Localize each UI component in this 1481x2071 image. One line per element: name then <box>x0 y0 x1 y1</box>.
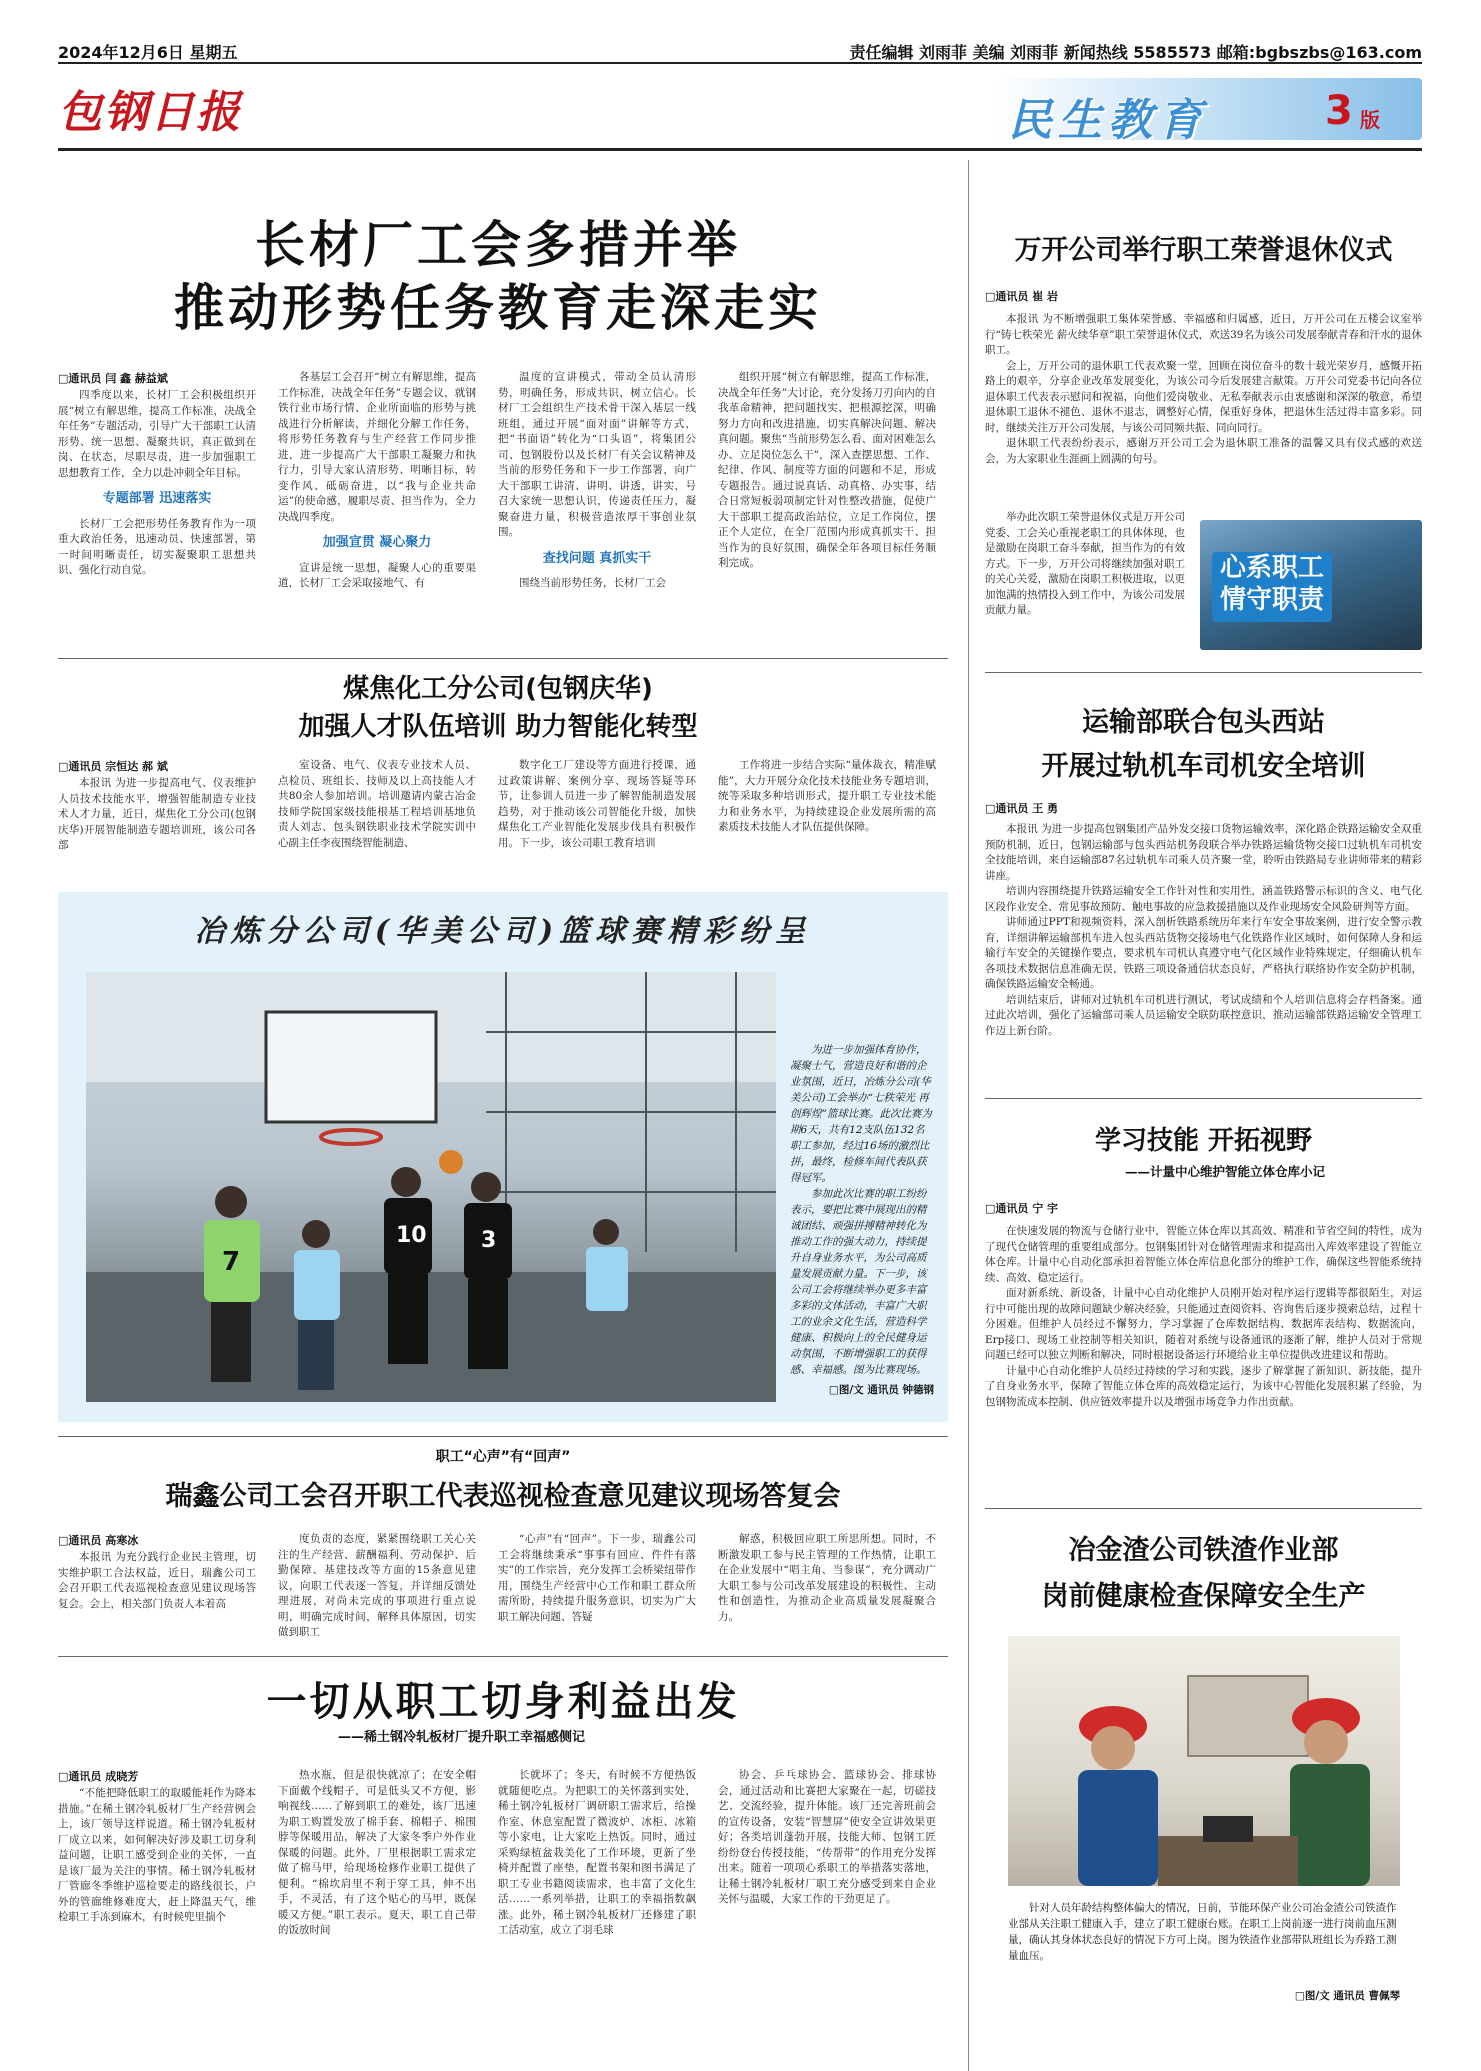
badge-line2: 情守职责 <box>1219 585 1324 615</box>
article7-p3: 计量中心自动化维护人员经过持续的学习和实践，逐步了解掌握了新知识、新技能，提升了自身业务水平，保障了智能立体仓库的高效稳定运行，为该中心智能化发展积累了经验，为包钢物流成本控制、供应链效率提升以及增强市场竞争力作出贡献。 <box>985 1364 1422 1408</box>
page-suffix: 版 <box>1360 108 1380 132</box>
health-check-caption <box>1008 1900 1400 1964</box>
health-check-credit: □图/文 通讯员 曹佩琴 <box>1294 1990 1400 2002</box>
article1-headline-line2: 推动形势任务教育走深走实 <box>174 279 822 337</box>
article5-col1-text: “不能把降低职工的取暖能耗作为降本措施。”在稀土钢冷轧板材厂生产经营例会上，该厂领导这样说道。稀土钢冷轧板材厂成立以来，如何解决好涉及职工切身利益问题，让职工感受到企业的关怀，一直是该厂最为关注的事情。稀土钢冷轧板材厂管廊冬季维护巡检要走的路线很长，户外的管廊维修难度大，赶上降温天气，维检职工手冻到麻木，有时候兜里揣个 <box>58 1787 256 1923</box>
article3-col1 <box>58 776 256 854</box>
article1-col1-p1: 四季度以来，长材厂工会积极组织开展“树立有解思维，提高工作标准，决战全年任务”专题活动，引导广大干部职工认清形势、统一思想、凝聚共识，真正做到在岗、在状态，尽职尽责，进一步加强职工思想教育工作，全力以赴冲刺全年目标。 <box>58 389 256 479</box>
article6-rule <box>985 1098 1422 1099</box>
article1-col4-p1: 组织开展“树立有解思维，提高工作标准，决战全年任务”大讨论，充分发扬刀刃向内的自我革命精神，把问题找实、把根源挖深，明确努力方向和改进措施，切实真解决问题、解决真问题。聚焦“当前形势怎么看、面对困难怎么办、立足岗位怎么干”，深入查摆思想、工作、纪律、作风、制度等方面的问题和不足，形成专题报告。通过说真话、动真格、办实事，结合日常短板弱项制定针对性整改措施，促使广大干部职工提高政治站位，立足工作岗位，摆正个人定位，在全厂范围内形成真抓实干、担当作为的良好氛围，确保全年各项目标任务顺利完成。 <box>718 371 936 569</box>
article1-col3-p1: 温度的宣讲模式，带动全员认清形势，明确任务，形成共识，树立信心。长材厂工会组织生产技术骨干深入基层一线班组，通过开展“面对面”讲解等方式，把“书面语”转化为“口头语”，将集团公司、包钢股份以及长材厂有关会议精神及当前的形势任务和下一步工作部署，向广大干部职工讲清、讲明、讲透，讲实，号召大家统一思想认识，传递责任压力，凝聚奋进力量，积极营造浓厚干事创业氛围。 <box>498 371 696 538</box>
backboard <box>266 1012 436 1122</box>
svg-text:7: 7 <box>222 1247 241 1277</box>
svg-text:3: 3 <box>481 1228 497 1253</box>
article3-col4 <box>718 758 936 836</box>
article3-top-rule <box>58 658 948 659</box>
health-check-caption-text: 针对人员年龄结构整体偏大的情况，日前，节能环保产业公司冶金渣公司铁渣作业部从关注职工健康入手，建立了职工健康台账。在职工上岗前逐一进行岗前血压测量，确认其身体状态良好的情况下方可上岗。图为铁渣作业部带队班组长为乔路工测量血压。 <box>1008 1902 1397 1962</box>
article1-subhead2: 加强宣贯 凝心聚力 <box>322 535 432 550</box>
issue-date: 2024年12月6日 星期五 <box>58 43 238 62</box>
article3-col3 <box>498 758 696 851</box>
article6-p1: 本报讯 为进一步提高包钢集团产品外发交接口货物运输效率，深化路企铁路运输安全双重预防机制，近日，包钢运输部与包头西站机务段联合举办铁路运输货物交接口过轨机车司机安全技能培训，来自运输部87名过轨机车司乘人员齐聚一堂，聆听由铁路局专业讲师带来的精彩讲座。 <box>985 823 1422 882</box>
basketball-photo <box>86 972 776 1402</box>
article1-col4 <box>718 370 936 572</box>
article4-col3-text: “心声”有“回声”。下一步，瑞鑫公司工会将继续秉承“事事有回应、件件有落实”的工作宗旨，充分发挥工会桥梁纽带作用，围绕生产经营中心工作和职工群众所需所盼，持续提升服务意识，切实为广大职工解决问题、答疑 <box>498 1533 696 1623</box>
article5-col2 <box>278 1768 476 1939</box>
article8-headline-line1: 冶金渣公司铁渣作业部 <box>1068 1535 1339 1566</box>
basketball <box>439 1150 463 1174</box>
article4-col3 <box>498 1532 696 1625</box>
basketball-feature-box <box>58 892 948 1422</box>
article3-col3-text: 数字化工厂建设等方面进行授课，通过政策讲解、案例分享、现场答疑等环节，让参训人员进一步了解智能制造发展趋势，对于推动该公司智能化升级，加快煤焦化工产业智能化发展步伐具有积极作用。下一步，该公司职工教育培训 <box>498 759 696 849</box>
section-title: 民生教育 <box>1008 95 1208 146</box>
article2-body-top <box>985 312 1422 467</box>
health-check-illustration <box>1008 1636 1400 1886</box>
article1-col2-p2: 宣讲是统一思想，凝聚人心的重要渠道，长材厂工会采取接地气、有 <box>278 561 476 589</box>
article5-col2-text: 热水瓶，但是很快就凉了；在安全帽下面戴个线帽子，可是低头又不方便，影响视线……了解到职工的难处，该厂迅速为职工购置发放了棉手套、棉帽子、棉围脖等保暖用品，解决了大家冬季户外作业保暖的问题。此外，厂里根据职工需求定做了棉马甲，给现场检修作业职工提供了便利。“棉坎肩里不利于穿工具，伸不出手，不灵活，有了这个贴心的马甲，既保暖又方便。”职工表示。夏天，职工自己带的饭放时间 <box>278 1769 476 1936</box>
article1-col1-p2: 长材厂工会把形势任务教育作为一项重大政治任务，迅速动员、快速部署，第一时间明晰责任，切实凝聚职工思想共识、强化行动自觉。 <box>58 517 256 576</box>
article7-p1: 在快速发展的物流与仓储行业中，智能立体仓库以其高效、精准和节省空间的特性，成为了现代仓储管理的重要组成部分。包钢集团针对仓储管理需求和提高出入库效率建设了智能立体仓库。计量中心自动化部承担着智能立体仓库信息化部分的维护工作，确保这些智能系统持续、高效、稳定运行。 <box>985 1225 1422 1284</box>
article6-headline-line2: 开展过轨机车司机安全培训 <box>1041 751 1366 782</box>
article2-headline: 万开公司举行职工荣誉退休仪式 <box>1014 235 1393 266</box>
article5-subhead: ——稀土钢冷轧板材厂提升职工幸福感侧记 <box>338 1730 586 1745</box>
article7-p2: 面对新系统、新设备，计量中心自动化维护人员刚开始对程序运行逻辑等都很陌生，对运行中可能出现的故障问题缺少解决经验，只能通过查阅资料、咨询售后逐步摸索总结，过程十分困难。但维护人员经过不懈努力，学习掌握了仓库数据结构、数据库表结构、数据流向，Erp接口、现场工业控制等相关知识，随着对系统与设备通讯的逐渐了解，维护人员对于常规问题已经可以独立判断和解决，同时根据设备运行环境给业主单位提供改进建议和帮助。 <box>985 1287 1422 1361</box>
page-number: 3 <box>1325 88 1353 134</box>
article4-col1 <box>58 1550 256 1612</box>
article4-col2 <box>278 1532 476 1641</box>
article1-col1 <box>58 388 256 579</box>
masthead-rule <box>58 148 1422 151</box>
retirement-badge <box>1212 552 1332 622</box>
article2-rule <box>985 672 1422 673</box>
masthead-logo: 包钢日报 <box>58 87 242 138</box>
badge-line1: 心系职工 <box>1219 553 1324 583</box>
article3-headline-line1: 煤焦化工分公司(包钢庆华) <box>343 674 653 704</box>
article2-p4: 举办此次职工荣誉退休仪式是万开公司党委、工会关心重视老职工的具体体现，也是激励在岗职工奋斗奉献，担当作为的有效方式。下一步，万开公司将继续加强对职工的关心关爱，激励在岗职工积极进取，以更加饱满的热情投入到工作中，为该公司发展贡献力量。 <box>985 511 1185 616</box>
article5-top-rule <box>58 1656 948 1657</box>
article2-p3: 退休职工代表纷纷表示，感谢万开公司工会为退休职工准备的温馨又具有仪式感的欢送会，为大家职业生涯画上圆满的句号。 <box>985 437 1422 465</box>
article3-col4-text: 工作将进一步结合实际“量体裁衣，精准赋能”，大力开展分众化技术技能业务专题培训，统等采取多种培训形式，提升职工专业技术能力和业务水平，为持续建设企业发展所需的高素质技术技能人才队伍提供保障。 <box>718 759 936 833</box>
article6-p4: 培训结束后，讲师对过轨机车司机进行测试，考试成绩和个人培训信息将会存档备案。通过此次培训，强化了运输部司乘人员运输安全联防联控意识，推动运输部铁路运输安全管理工作迈上新台阶。 <box>985 993 1422 1037</box>
editors-line: 责任编辑 刘雨菲 美编 刘雨菲 新闻热线 5585573 邮箱:bgbszbs@163.com <box>849 43 1422 62</box>
article5-col4-text: 协会、乒乓球协会、篮球协会、排球协会，通过活动和比赛把大家聚在一起，切磋技艺、交流经验，提升体能。该厂还完善班前会的宣传设备，安装“智慧屏”使安全宣讲效果更好；各类培训蓬勃开展，技能大师、包钢工匠纷纷登台传授技能，“传帮带”的作用充分发挥出来。随着一项项心系职工的举措落实落地，让稀土钢冷轧板材厂职工充分感受到来自企业关怀与温暖，大家工作的干劲更足了。 <box>718 1769 936 1905</box>
article4-byline: □通讯员 高寒冰 <box>58 1534 139 1547</box>
article1-byline: □通讯员 闫 鑫 赫益斌 <box>58 372 168 385</box>
hoop <box>321 1130 381 1144</box>
article1-col2-p1: 各基层工会召开“树立有解思维，提高工作标准，决战全年任务”专题会议，就钢铁行业市场行情、企业所面临的形势与挑战进行分析解读，并细化分解工作任务，将形势任务教育与生产经营工作同步推进，进一步提高广大干部职工凝聚力和执行力，引导大家认清形势、明晰目标，转变作风、砥砺奋进，以“我与企业共命运”的使命感，履职尽责、担当作为，全力决战四季度。 <box>278 371 476 523</box>
basketball-scene-illustration <box>86 972 776 1402</box>
header-rule <box>58 62 1422 64</box>
article4-top-rule <box>58 1436 948 1437</box>
article6-p2: 培训内容围绕提升铁路运输安全工作针对性和实用性，涵盖铁路警示标识的含义、电气化区段作业安全、常见事故预防、触电事故的应急救援措施以及作业现场安全风险研判等方面。 <box>985 885 1422 913</box>
article7-subhead: ——计量中心维护智能立体仓库小记 <box>1125 1164 1326 1179</box>
svg-text:10: 10 <box>396 1223 427 1248</box>
article4-col4-text: 解惑，积极回应职工所思所想。同时，不断激发职工参与民主管理的工作热情，让职工在企业发展中“唱主角、当参谋”，充分调动广大职工参与公司改革发展建设的积极性、主动性和创造性，为推动企业高质量发展凝聚合力。 <box>718 1533 936 1623</box>
article6-p3: 讲师通过PPT和视频资料，深入剖析铁路系统历年来行车安全事故案例，进行安全警示教育，详细讲解运输部机车进入包头西站货物交接场电气化铁路作业区域时，如何保障人身和运输行车安全的关键操作要点，要求机车司机认真遵守电气化区域作业特殊规定，仔细确认机车各项技术数据信息准确无误，铁路三项设备通信状态良好，严格执行联络协作安全防护机制，确保铁路运输安全畅通。 <box>985 916 1422 990</box>
basketball-caption-p2: 参加此次比赛的职工纷纷表示，要把比赛中展现出的精诚团结、顽强拼搏精神转化为推动工作的强大动力，持续提升自身业务水平，为公司高质量发展贡献力量。下一步，该公司工会将继续举办更多丰富多彩的文体活动，丰富广大职工的业余文化生活，营造科学健康、积极向上的全民健身运动氛围，不断增强职工的获得感、幸福感。图为比赛现场。 <box>790 1188 927 1376</box>
article4-col2-text: 度负责的态度，紧紧围绕职工关心关注的生产经营、薪酬福利、劳动保护、后勤保障、基建技改等方面的15条意见建议，向职工代表逐一答复，并详细反馈处理进展，对尚未完成的事项进行重点说明，明确完成时间，解释具体原因，切实做到职工 <box>278 1533 476 1638</box>
basketball-caption <box>790 1042 932 1378</box>
article2-byline: □通讯员 崔 岩 <box>985 290 1059 303</box>
article5-headline: 一切从职工切身利益出发 <box>266 1679 740 1725</box>
article6-byline: □通讯员 王 勇 <box>985 802 1059 815</box>
article1-subhead3: 查找问题 真抓实干 <box>542 550 652 566</box>
article3-col2-text: 室设备、电气、仪表专业技术人员、点检员、班组长、技师及以上高技能人才共80余人参加培训。培训邀请内蒙古冶金技师学院国家级技能根基工程培训基地负责人刘志、包头钢铁职业技术学院实训中心副主任李夜围绕智能制造、 <box>278 759 476 849</box>
health-check-photo <box>1008 1636 1400 1886</box>
article4-headline: 瑞鑫公司工会召开职工代表巡视检查意见建议现场答复会 <box>165 1481 841 1512</box>
article5-col3-text: 长就坏了；冬天，有时候不方便热饭就随便吃点。为把职工的关怀落到实处，稀土钢冷轧板材厂调研职工需求后，给操作室、休息室配置了微波炉、冰柜、冰箱等小家电，让大家吃上热饭。同时，通过采购绿植盆栽美化了工作环境，更新了坐椅并配置了座垫，配置书架和图书满足了职工专业书籍阅读需求，也丰富了文化生活……一系列举措，让职工的幸福指数飙涨。此外，稀土钢冷轧板材厂还修建了职工活动室，成立了羽毛球 <box>498 1769 696 1936</box>
article6-body <box>985 822 1422 1039</box>
article5-byline: □通讯员 成晓芳 <box>58 1770 139 1783</box>
article7-byline: □通讯员 宁 宇 <box>985 1202 1059 1215</box>
article3-headline-line2: 加强人才队伍培训 助力智能化转型 <box>298 712 698 742</box>
article2-body-bottom <box>985 510 1185 619</box>
article1-col3 <box>498 370 696 592</box>
article7-rule <box>985 1508 1422 1509</box>
article3-byline: □通讯员 宗恒达 郝 斌 <box>58 760 168 773</box>
column-divider <box>968 160 969 2071</box>
article4-col4 <box>718 1532 936 1625</box>
article1-col3-p2: 围绕当前形势任务，长材厂工会 <box>519 577 666 589</box>
article1-col2 <box>278 370 476 592</box>
article5-col4 <box>718 1768 936 1908</box>
article7-body <box>985 1224 1422 1410</box>
retirement-photo <box>1200 520 1422 650</box>
article3-col2 <box>278 758 476 851</box>
article1-headline-line1: 长材厂工会多措并举 <box>255 216 741 274</box>
article1-subhead1: 专题部署 迅速落实 <box>102 491 212 506</box>
article8-headline-line2: 岗前健康检查保障安全生产 <box>1041 1581 1366 1612</box>
article5-col1 <box>58 1786 256 1926</box>
article3-col1-text: 本报讯 为进一步提高电气、仪表维护人员技术技能水平，增强智能制造专业技术人才力量，近日，煤焦化工分公司(包钢庆华)开展智能制造专题培训班，该公司各部 <box>58 777 256 851</box>
basketball-feature-title: 冶炼分公司(华美公司)篮球赛精彩纷呈 <box>194 914 812 949</box>
article5-col3 <box>498 1768 696 1939</box>
article6-headline-line1: 运输部联合包头西站 <box>1082 707 1325 738</box>
basketball-credit: □图/文 通讯员 钟德钢 <box>828 1384 934 1396</box>
article4-kicker: 职工“心声”有“回声” <box>435 1449 571 1465</box>
article2-p2: 会上，万开公司的退休职工代表欢聚一堂，回顾在岗位奋斗的数十载光荣岁月，感慨开拓路上的艰辛，分享企业改革发展变化，为该公司今后发展建言献策。万开公司党委书记向各位退休职工代表表示慰问和祝福，向他们爱岗敬业、无私奉献表示由衷感谢和深深的敬意，希望退休职工退休不褪色、退休不退志，调整好心情，保重好身体，把退休生活过得丰富多彩。同时，继续关注万开公司发展，与该公司同频共振、同向同行。 <box>985 359 1422 434</box>
article7-headline: 学习技能 开拓视野 <box>1094 1126 1313 1156</box>
article4-col1-text: 本报讯 为充分践行企业民主管理，切实维护职工合法权益，近日，瑞鑫公司工会召开职工代表巡视检查意见建议现场答复会。会上，相关部门负责人本着高 <box>58 1551 256 1610</box>
basketball-caption-p1: 为进一步加强体育协作，凝聚士气，营造良好和谐的企业氛围，近日，冶炼分公司(华美公司)工会举办“七秩荣光 再创辉煌”篮球比赛。此次比赛为期6天，共有12支队伍132名职工参加，经过16场的激烈比拼，最终，检修车间代表队获得冠军。 <box>790 1044 932 1184</box>
article2-p1: 本报讯 为不断增强职工集体荣誉感、幸福感和归属感，近日，万开公司在五楼会议室举行“铸七秩荣光 薪火续华章”职工荣誉退休仪式，欢送39名为该公司发展奉献青春和汗水的退休职工。 <box>985 313 1422 356</box>
